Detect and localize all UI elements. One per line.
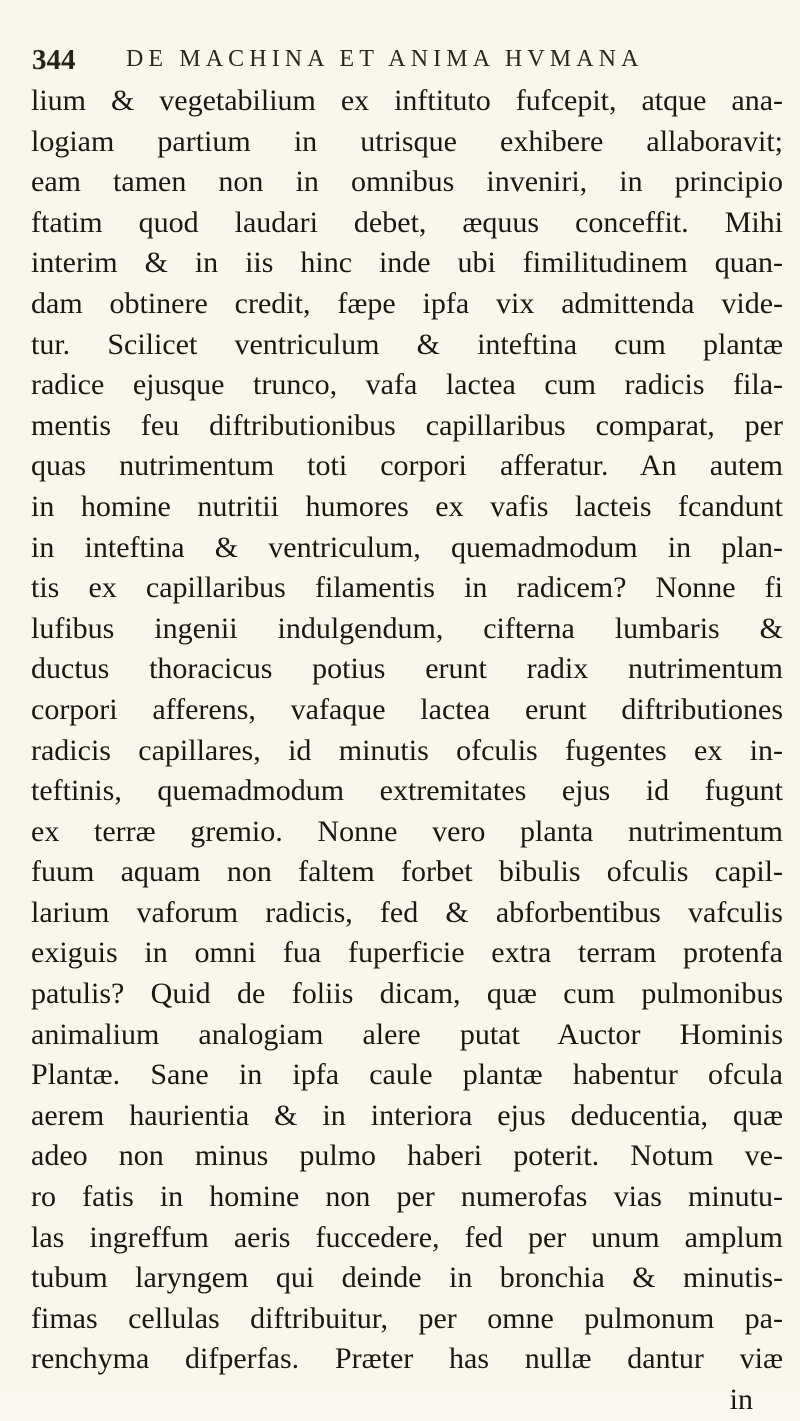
text-line: ro fatis in homine non per numerofas vias minutu- xyxy=(31,1180,783,1214)
page-number: 344 xyxy=(32,44,76,76)
text-line: eam tamen non in omnibus inveniri, in principio xyxy=(31,165,783,199)
text-line: lium & vegetabilium ex inftituto fufcepit, atque ana- xyxy=(31,84,783,117)
page-header xyxy=(30,40,780,80)
text-line: logiam partium in utrisque exhibere allaboravit; xyxy=(31,124,783,158)
text-line: ex terræ gremio. Nonne vero planta nutrimentum xyxy=(31,814,783,848)
text-line: fuum aquam non faltem forbet bibulis ofculis capil- xyxy=(31,855,783,889)
text-line: dam obtinere credit, fæpe ipfa vix admittenda vide- xyxy=(31,286,783,320)
text-line: teftinis, quemadmodum extremitates ejus id fugunt xyxy=(31,774,783,808)
text-line: lufibus ingenii indulgendum, cifterna lumbaris & xyxy=(31,611,783,645)
text-line: patulis? Quid de foliis dicam, quæ cum pulmonibus xyxy=(31,977,783,1011)
text-line: ftatim quod laudari debet, æquus conceffit. Mihi xyxy=(31,205,783,239)
text-line: tubum laryngem qui deinde in bronchia & minutis- xyxy=(31,1261,783,1295)
text-line: tis ex capillaribus filamentis in radicem? Nonne fi xyxy=(31,571,783,605)
catchword: in xyxy=(729,1383,753,1416)
text-line: renchyma difperfas. Præter has nullæ dantur viæ xyxy=(31,1342,783,1376)
text-line: adeo non minus pulmo haberi poterit. Notum ve- xyxy=(31,1139,783,1173)
text-line: Plantæ. Sane in ipfa caule plantæ habentur ofcula xyxy=(31,1058,783,1092)
text-line: interim & in iis hinc inde ubi fimilitudinem quan- xyxy=(31,246,783,280)
text-line: las ingreffum aeris fuccedere, fed per unum amplum xyxy=(31,1220,783,1254)
running-title: DE MACHINA ET ANIMA HVMANA xyxy=(126,46,644,72)
text-line: fimas cellulas diftribuitur, per omne pulmonum pa- xyxy=(31,1301,783,1335)
text-line: exiguis in omni fua fuperficie extra terram protenfa xyxy=(31,936,783,970)
text-line: ductus thoracicus potius erunt radix nutrimentum xyxy=(31,652,783,686)
text-line: larium vaforum radicis, fed & abforbentibus vafculis xyxy=(31,895,783,929)
text-line: aerem haurientia & in interiora ejus deducentia, quæ xyxy=(31,1098,783,1132)
text-line: animalium analogiam alere putat Auctor Hominis xyxy=(31,1017,783,1051)
text-line: corpori afferens, vafaque lactea erunt diftributiones xyxy=(31,692,783,726)
text-line: tur. Scilicet ventriculum & inteftina cum plantæ xyxy=(31,327,783,361)
text-line: radicis capillares, id minutis ofculis fugentes ex in- xyxy=(31,733,783,767)
text-line: in inteftina & ventriculum, quemadmodum in plan- xyxy=(31,530,783,564)
text-line: radice ejusque trunco, vafa lactea cum radicis fila- xyxy=(31,368,783,402)
text-line: quas nutrimentum toti corpori afferatur. An autem xyxy=(31,449,783,483)
body-text xyxy=(31,81,783,1421)
text-line: mentis feu diftributionibus capillaribus comparat, per xyxy=(31,408,783,442)
text-line: in homine nutritii humores ex vafis lacteis fcandunt xyxy=(31,489,783,523)
